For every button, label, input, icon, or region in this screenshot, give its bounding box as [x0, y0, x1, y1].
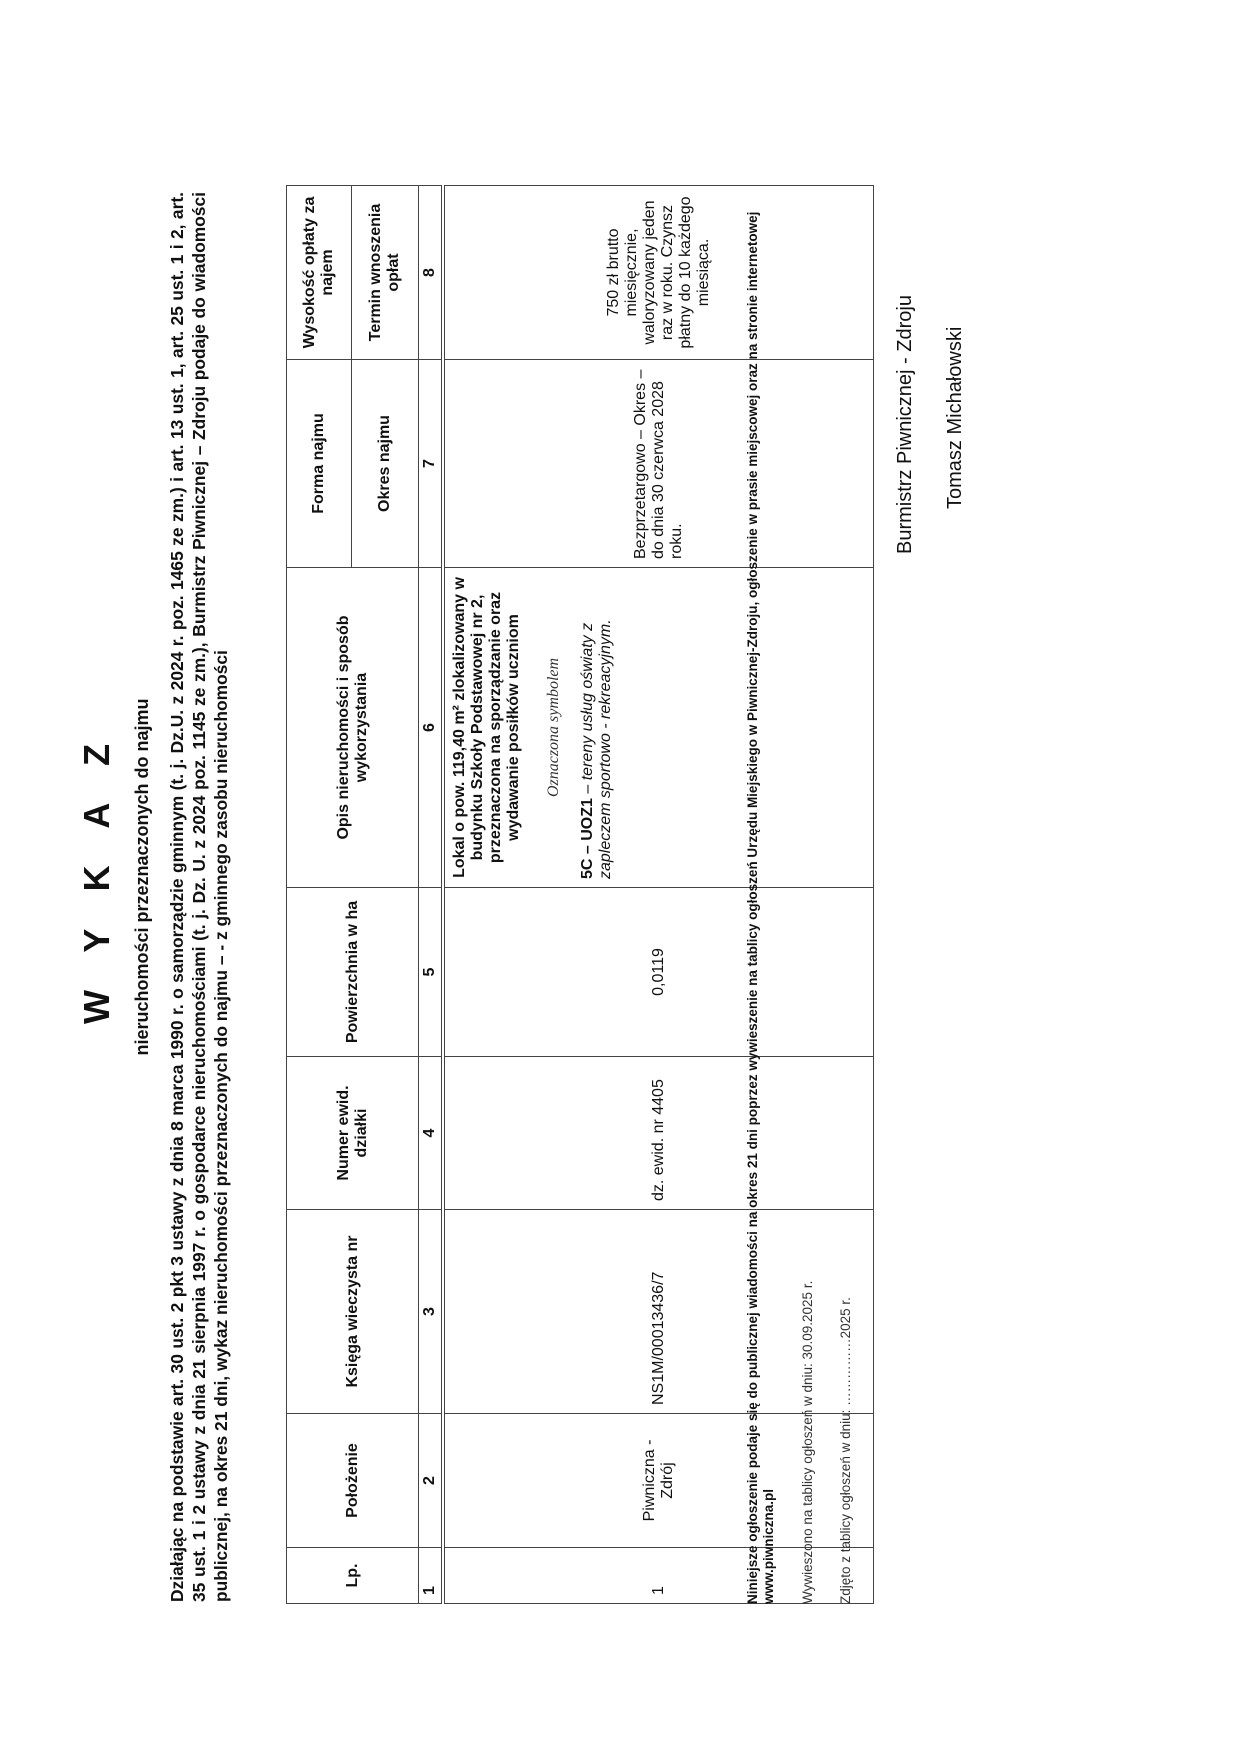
- opis-symbol: 5C – UOZ1: [579, 798, 596, 879]
- column-number: 4: [419, 1057, 444, 1210]
- header-termin: Termin wnoszenia opłat: [352, 186, 419, 360]
- header-numer: Numer ewid. działki: [287, 1057, 419, 1210]
- header-okres: Okres najmu: [352, 360, 419, 568]
- cell-oplata: 750 zł brutto miesięcznie, waloryzowany jeden raz w roku. Czynsz płatny do 10 każdego miesiąca.: [443, 186, 874, 360]
- header-powierzchnia: Powierzchnia w ha: [287, 888, 419, 1057]
- header-polozenie: Położenie: [287, 1414, 419, 1548]
- column-number: 5: [419, 888, 444, 1057]
- cell-numer: dz. ewid. nr 4405: [443, 1057, 874, 1210]
- header-opis: Opis nieruchomości i sposób wykorzystania: [287, 568, 419, 888]
- publication-notice: Niniejsze ogłoszenie podaje się do publicznej wiadomości na okres 21 dni poprzez wywieszenie na tablicy ogłoszeń Urzędu Miejskiego w Piwnicznej-Zdroju, ogłoszenie w prasie miejscowej oraz na stronie internetowej www.piwniczna.pl: [745, 211, 776, 1604]
- header-wysokosc: Wysokość opłaty za najem: [287, 186, 352, 360]
- property-table: [286, 185, 874, 1604]
- posted-date: Wywieszono na tablicy ogłoszeń w dniu: 30.09.2025 r.: [800, 1280, 815, 1604]
- removed-date: Zdjęto z tablicy ogłoszeń w dniu: ……………2025 r.: [838, 1297, 853, 1604]
- signature-block: [880, 144, 980, 564]
- column-number: 7: [419, 360, 444, 568]
- intro-paragraph: Działając na podstawie art. 30 ust. 2 pkt 3 ustawy z dnia 8 marca 1990 r. o samorządzie gminnym (t. j. Dz.U. z 2024 r. poz. 1465 ze zm.) i art. 13 ust. 1, art. 25 ust. 1 i 2, art. 35 ust. 1 i 2 ustawy z dnia 21 sierpnia 1997 r. o gospodarce nieruchomościami (t. j. Dz. U. z 2024 poz. 1145 ze zm.), Burmistrz Piwnicznej – Zdroju podaje do wiadomości publicznej, na okres 21 dni, wykaz nieruchomości przeznaczonych do najmu – - z gminnego zasobu nieruchomości: [167, 192, 231, 1602]
- opis-symbol-label: Oznaczona symbolem: [545, 657, 562, 798]
- column-number: 3: [419, 1210, 444, 1414]
- cell-polozenie: Piwniczna - Zdrój: [443, 1414, 874, 1548]
- cell-opis: [443, 568, 874, 888]
- column-number: 8: [419, 186, 444, 360]
- cell-powierzchnia: 0,0119: [443, 888, 874, 1057]
- column-number: 6: [419, 568, 444, 888]
- header-lp: Lp.: [287, 1548, 419, 1604]
- column-number-row: [419, 186, 444, 1604]
- cell-lp: 1: [443, 1548, 874, 1604]
- opis-zone: [579, 576, 615, 879]
- document-subtitle: nieruchomości przeznaczonych do najmu: [132, 698, 152, 1056]
- opis-main: Lokal o pow. 119,40 m² zlokalizowany w budynku Szkoły Podstawowej nr 2, przeznaczona na sporządzanie oraz wydawanie posiłków uczniom: [451, 577, 522, 878]
- header-ksiega: Księga wieczysta nr: [287, 1210, 419, 1414]
- signer-office: Burmistrz Piwnicznej - Zdroju: [894, 295, 916, 554]
- column-number: 2: [419, 1414, 444, 1548]
- cell-ksiega: NS1M/00013436/7: [443, 1210, 874, 1414]
- document-title: W Y K A Z: [76, 730, 117, 1025]
- signer-name: Tomasz Michałowski: [944, 326, 966, 509]
- column-number: 1: [419, 1548, 444, 1604]
- header-forma: Forma najmu: [287, 360, 352, 568]
- opis-symbol-desc: – tereny usług oświaty z zapleczem sportowo - rekreacyjnym.: [579, 619, 614, 879]
- cell-okres: Bezprzetargowo – Okres – do dnia 30 czerwca 2028 roku.: [443, 360, 874, 568]
